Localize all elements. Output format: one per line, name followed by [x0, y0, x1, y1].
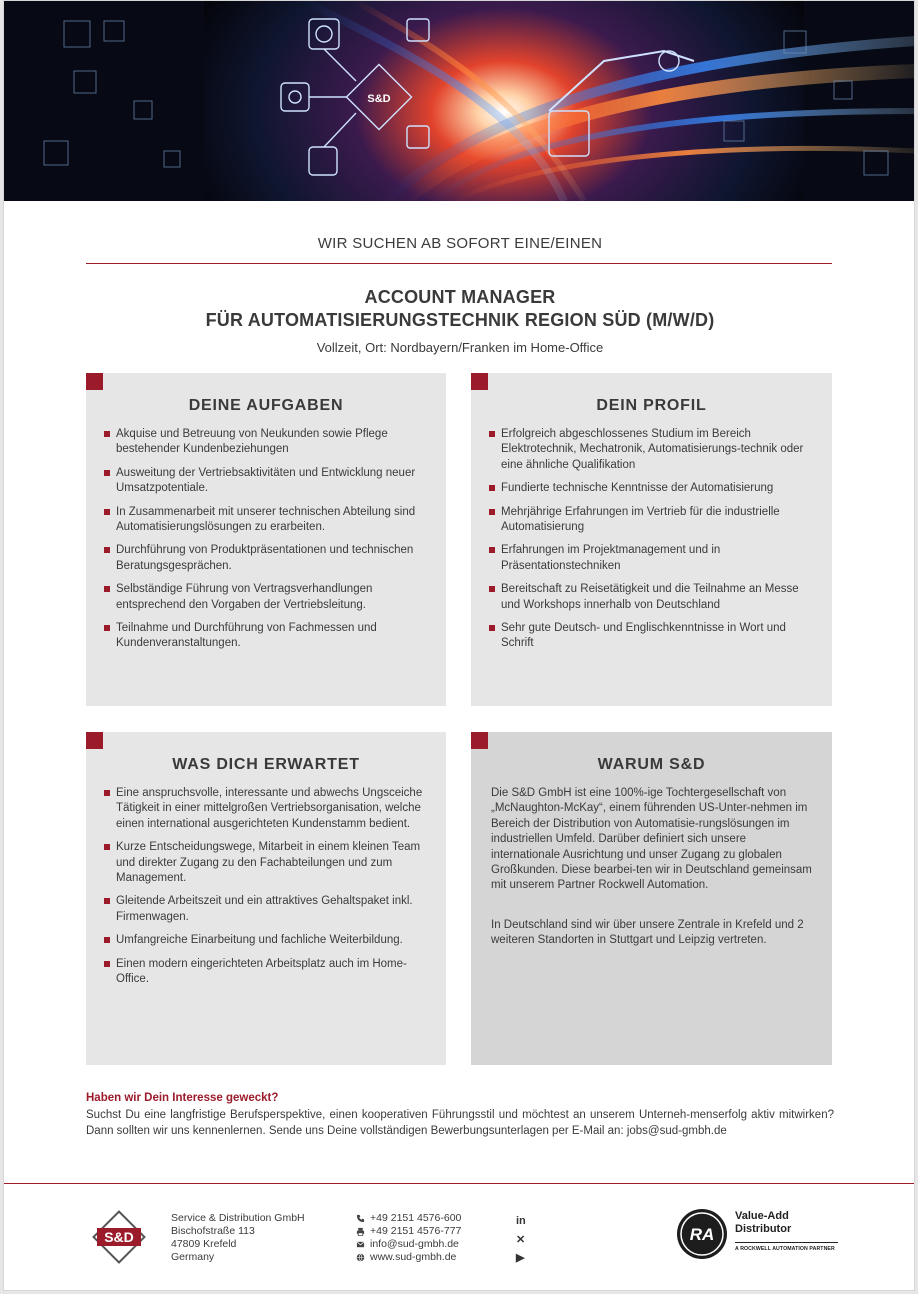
- ra-line3: A ROCKWELL AUTOMATION PARTNER: [735, 1246, 835, 1252]
- warum-paragraph-2: In Deutschland sind wir über unsere Zentrale in Krefeld und 2 weiteren Standorten in Stuttgart und Leipzig vertreten.: [491, 919, 804, 947]
- email-icon: [356, 1240, 365, 1249]
- bullet-square-icon: [489, 509, 495, 515]
- bullet-square-icon: [104, 625, 110, 631]
- list-item: Kurze Entscheidungswege, Mitarbeit in einem kleinen Team und direkter Zugang zu den Fachabteilungen und zum Management.: [104, 840, 432, 886]
- job-title-line2: FÜR AUTOMATISIERUNGSTECHNIK REGION SÜD (M/W/D): [205, 310, 715, 330]
- phone-icon: [356, 1214, 365, 1223]
- list-item: Sehr gute Deutsch- und Englischkenntnisse in Wort und Schrift: [489, 621, 818, 652]
- cta-body: Suchst Du eine langfristige Berufsperspektive, einen kooperativen Führungsstil und möchtest an unserem Unterneh-menserfolg aktiv mitwirken? Dann sollten wir uns kennenlernen. Sende uns Deine vollständigen Bewerbungsunterlagen per E-Mail an: jobs@sud-gmbh.de: [86, 1109, 834, 1137]
- company-address: [171, 1212, 305, 1264]
- kicker-text: WIR SUCHEN AB SOFORT EINE/EINEN: [317, 235, 603, 252]
- company-name: Service & Distribution GmbH: [171, 1212, 305, 1224]
- logo-text: S&D: [104, 1229, 134, 1245]
- job-subtitle: Vollzeit, Ort: Nordbayern/Franken im Home-Office: [316, 340, 604, 355]
- bullet-square-icon: [104, 898, 110, 904]
- bullet-square-icon: [104, 431, 110, 437]
- fax-icon: [356, 1227, 365, 1236]
- card-heading: DEINE AUFGABEN: [188, 397, 344, 414]
- job-title-line1: ACCOUNT MANAGER: [364, 287, 556, 307]
- youtube-icon[interactable]: ▶: [516, 1251, 525, 1264]
- list-item: Mehrjährige Erfahrungen im Vertrieb für die industrielle Automatisierung: [489, 505, 818, 536]
- ra-badge-icon: [676, 1208, 728, 1260]
- bullet-square-icon: [104, 937, 110, 943]
- hero-logo-text: S&D: [367, 93, 391, 105]
- cta-heading: Haben wir Dein Interesse geweckt?: [86, 1092, 279, 1104]
- contact-web[interactable]: www.sud-gmbh.de: [356, 1251, 461, 1264]
- address-country: Germany: [171, 1251, 215, 1263]
- list-item: Erfolgreich abgeschlossenes Studium im Bereich Elektrotechnik, Mechatronik, Automatisierungs-technik oder eine ähnliche Qualifikation: [489, 427, 818, 473]
- erwartet-list: [104, 786, 432, 995]
- bullet-square-icon: [104, 961, 110, 967]
- bullet-square-icon: [489, 586, 495, 592]
- header-divider: [86, 263, 832, 264]
- globe-icon: [356, 1253, 365, 1262]
- bullet-square-icon: [104, 470, 110, 476]
- ra-divider: [735, 1242, 838, 1243]
- bullet-square-icon: [489, 625, 495, 631]
- bullet-square-icon: [489, 485, 495, 491]
- list-item: In Zusammenarbeit mit unserer technischen Abteilung sind Automatisierungslösungen zu erarbeiten.: [104, 505, 432, 536]
- bullet-square-icon: [104, 844, 110, 850]
- card-warum: [471, 732, 832, 1065]
- linkedin-icon[interactable]: in: [516, 1215, 526, 1227]
- list-item: Eine anspruchsvolle, interessante und abwechs Ungsceiche Tätigkeit in einer mittelgroßen Vertriebsorganisation, welche einen international ausgerichteten Kundenstamm bedient.: [104, 786, 432, 832]
- list-item: Einen modern eingerichteten Arbeitsplatz auch im Home-Office.: [104, 957, 432, 988]
- list-item: Umfangreiche Einarbeitung und fachliche Weiterbildung.: [104, 933, 432, 948]
- list-item: Erfahrungen im Projektmanagement und in Präsentationstechniken: [489, 543, 818, 574]
- accent-square: [471, 373, 488, 390]
- bullet-square-icon: [489, 431, 495, 437]
- bullet-square-icon: [104, 547, 110, 553]
- card-aufgaben: [86, 373, 446, 706]
- hero-banner: [4, 1, 915, 201]
- list-item: Bereitschaft zu Reisetätigkeit und die Teilnahme an Messe und Workshops innerhalb von Deutschland: [489, 582, 818, 613]
- contact-block: [356, 1212, 461, 1264]
- bullet-square-icon: [104, 509, 110, 515]
- ra-line1: Value-Add: [735, 1210, 789, 1222]
- card-profil: [471, 373, 832, 706]
- card-heading: WAS DICH ERWARTET: [172, 756, 360, 773]
- list-item: Gleitende Arbeitszeit und ein attraktives Gehaltspaket inkl. Firmenwagen.: [104, 894, 432, 925]
- rockwell-partner-logo: [676, 1208, 846, 1263]
- company-logo: [89, 1207, 149, 1272]
- aufgaben-list: [104, 427, 432, 660]
- contact-fax: +49 2151 4576-777: [356, 1225, 461, 1238]
- contact-email[interactable]: info@sud-gmbh.de: [356, 1238, 461, 1251]
- hero-tech-illustration: [4, 1, 915, 201]
- list-item: Selbständige Führung von Vertragsverhandlungen entsprechend den Vorgaben der Vertriebsleitung.: [104, 582, 432, 613]
- card-erwartet: [86, 732, 446, 1065]
- card-heading: DEIN PROFIL: [596, 397, 707, 414]
- ra-line2: Distributor: [735, 1223, 792, 1235]
- list-item: Teilnahme und Durchführung von Fachmessen und Kundenveranstaltungen.: [104, 621, 432, 652]
- ra-badge-text: RA: [689, 1225, 715, 1244]
- accent-square: [471, 732, 488, 749]
- accent-square: [86, 373, 103, 390]
- job-title: [4, 286, 915, 332]
- bullet-square-icon: [104, 790, 110, 796]
- job-ad-page: [3, 0, 915, 1291]
- social-links: [516, 1212, 526, 1266]
- card-heading: WARUM S&D: [597, 756, 706, 773]
- warum-paragraph-1: Die S&D GmbH ist eine 100%-ige Tochtergesellschaft von „McNaughton-McKay“, einem führenden US-Unter-nehmen im Bereich der Distribution von Automatisie-rungslösungen im industriellen Umfeld. Darüber definiert sich unsere internationale Ausrichtung und unser Zugang zu globalen Großkunden. Diese bearbei-ten wir in Deutschland gemeinsam mit unserem Partner Rockwell Automation.: [491, 787, 812, 892]
- bullet-square-icon: [104, 586, 110, 592]
- list-item: Akquise und Betreuung von Neukunden sowie Pflege bestehender Kundenbeziehungen: [104, 427, 432, 458]
- bullet-square-icon: [489, 547, 495, 553]
- address-street: Bischofstraße 113: [171, 1225, 255, 1237]
- address-city: 47809 Krefeld: [171, 1238, 237, 1250]
- contact-phone[interactable]: +49 2151 4576-600: [356, 1212, 461, 1225]
- profil-list: [489, 427, 818, 660]
- accent-square: [86, 732, 103, 749]
- list-item: Durchführung von Produktpräsentationen und technischen Beratungsgesprächen.: [104, 543, 432, 574]
- xing-icon[interactable]: ✕: [516, 1233, 526, 1246]
- list-item: Ausweitung der Vertriebsaktivitäten und Entwicklung neuer Umsatzpotentiale.: [104, 466, 432, 497]
- footer-divider: [4, 1183, 915, 1184]
- list-item: Fundierte technische Kenntnisse der Automatisierung: [489, 481, 818, 496]
